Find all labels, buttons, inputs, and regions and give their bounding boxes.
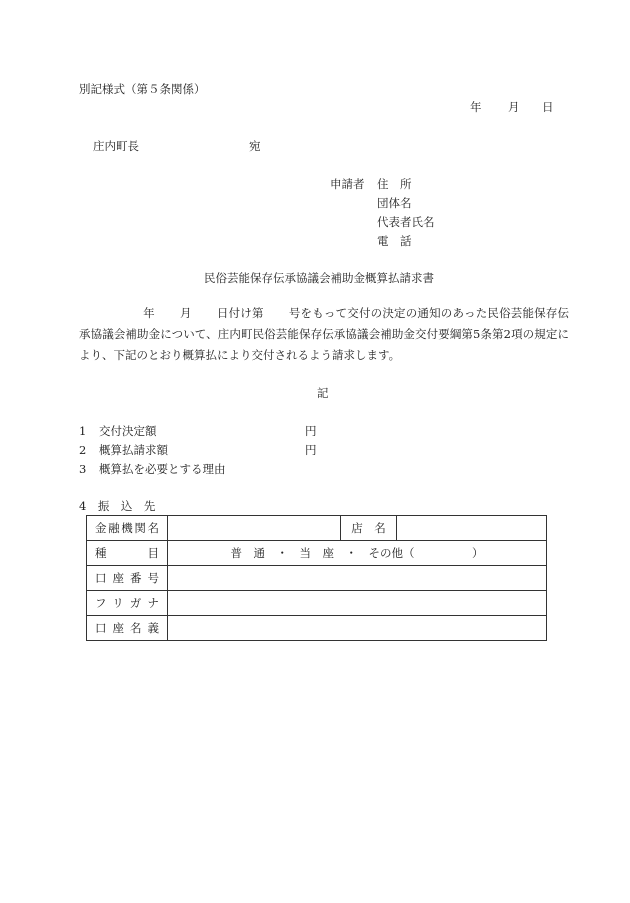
transfer-heading: 4 振 込 先 [79,499,156,513]
applicant-representative: 代表者氏名 [377,215,435,229]
body-text: 号をもって交付の決定の通知のあった民俗芸能保存伝承協議会補助金について、庄内町民俗芸能保存伝承協議会補助金交付要綱第5条第2項の規定により、下記のとおり概算払により交付されるよう請求します。 [79,306,570,362]
bank-label: 金融機関名 [87,516,168,541]
row-furigana [87,591,547,616]
item-1-label: 交付決定額 [99,424,157,438]
addressee-suffix: 宛 [249,139,261,153]
date-year: 年 [470,100,482,114]
request-paragraph [79,303,569,366]
type-label: 種 目 [87,541,168,566]
branch-label: 店 名 [341,516,397,541]
item-2-num: 2 [79,443,87,457]
account-no-value[interactable] [168,566,547,591]
account-no-label: 口座番号 [87,566,168,591]
item-2-label: 概算払請求額 [99,443,168,457]
item-2-unit: 円 [305,443,317,457]
date-month: 月 [508,100,520,114]
item-3-label: 概算払を必要とする理由 [99,462,226,476]
date-day: 日 [542,100,554,114]
type-options[interactable]: 普 通 ・ 当 座 ・ その他（ ） [168,541,547,566]
holder-label: 口座名義 [87,616,168,641]
body-month: 月 [179,306,192,320]
holder-value[interactable] [168,616,547,641]
row-type [87,541,547,566]
row-account-no [87,566,547,591]
furigana-label: フリガナ [87,591,168,616]
body-year: 年 [143,306,155,320]
applicant-label: 申請者 [330,177,365,191]
item-3-num: 3 [79,462,87,476]
row-bank [87,516,547,541]
applicant-group: 団体名 [377,196,412,210]
applicant-address: 住 所 [377,177,412,191]
furigana-value[interactable] [168,591,547,616]
form-reference: 別記様式（第５条関係） [79,82,206,96]
applicant-phone: 電 話 [377,234,412,248]
item-1-unit: 円 [305,424,317,438]
bank-value[interactable] [168,516,341,541]
transfer-table [86,515,547,641]
addressee-name: 庄内町長 [93,139,139,153]
branch-value[interactable] [397,516,547,541]
row-holder [87,616,547,641]
ki-marker: 記 [317,386,329,400]
document-title: 民俗芸能保存伝承協議会補助金概算払請求書 [204,271,434,285]
item-1-num: 1 [79,424,87,438]
body-day-no: 日付け第 [216,306,264,320]
